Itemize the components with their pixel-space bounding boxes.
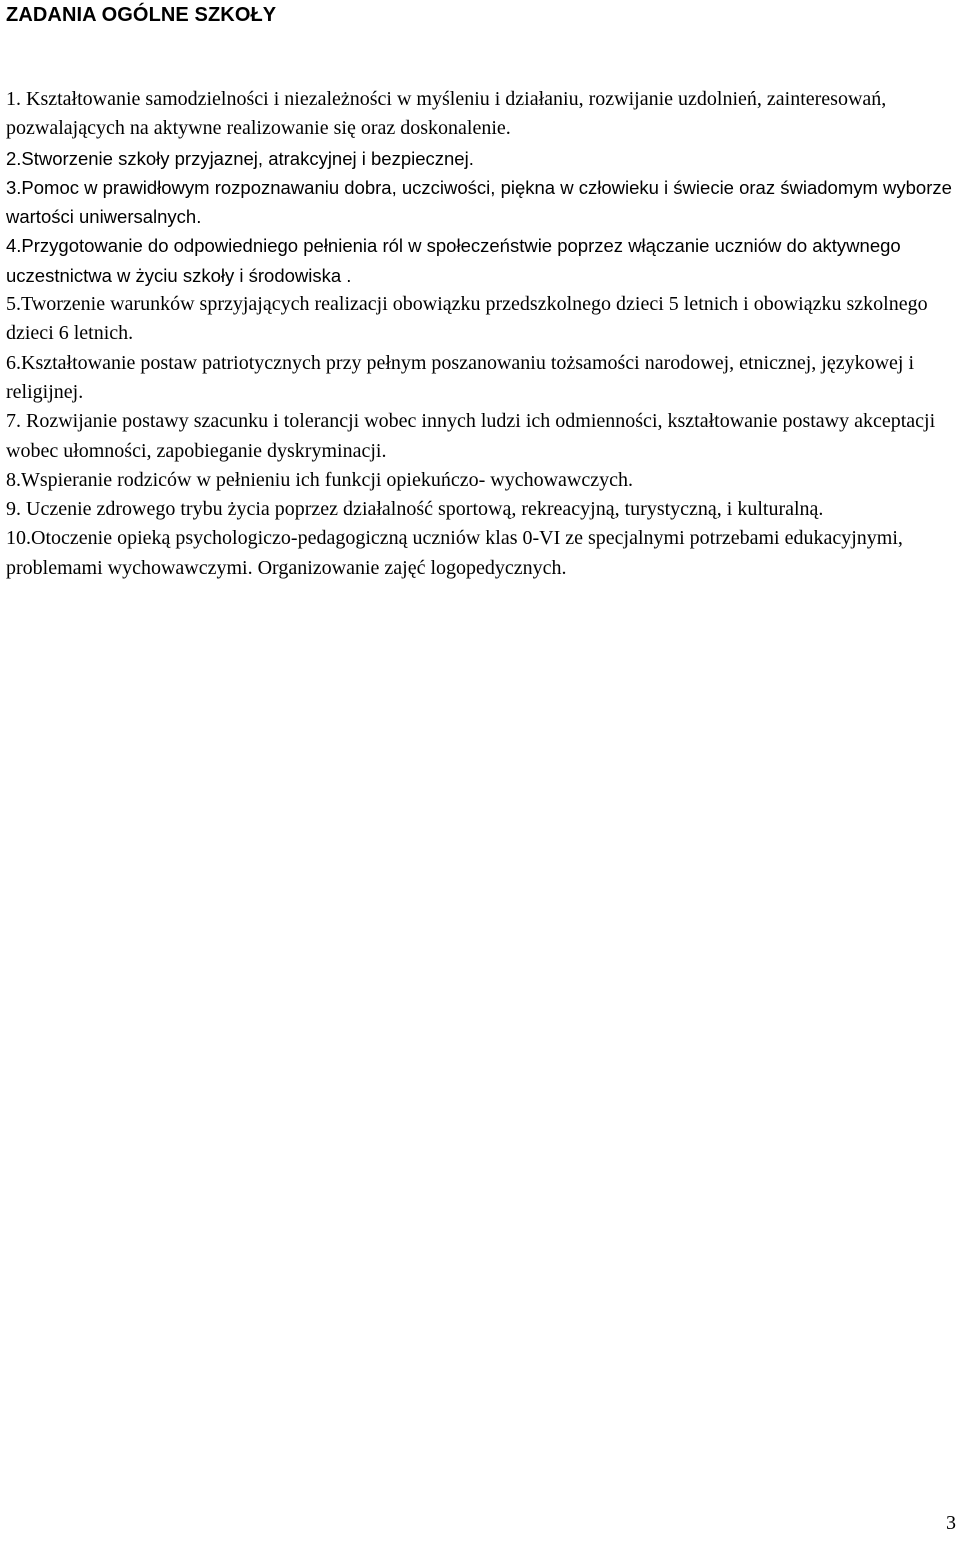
goal-item-7: 7. Rozwijanie postawy szacunku i tolerancji wobec innych ludzi ich odmienności, kształtowanie postawy akceptacji wobec ułomności, zapobieganie dyskryminacji.	[6, 410, 936, 462]
goal-item-5: 5.Tworzenie warunków sprzyjających realizacji obowiązku przedszkolnego dzieci 5 letnich i obowiązku szkolnego dzieci 6 letnich.	[6, 293, 928, 345]
goal-item-9: 9. Uczenie zdrowego trybu życia poprzez działalność sportową, rekreacyjną, turystyczną, i kulturalną.	[6, 498, 824, 521]
document-title: ZADANIA OGÓLNE SZKOŁY	[6, 4, 277, 26]
page-number: 3	[946, 1512, 956, 1534]
goal-item-3: 3.Pomoc w prawidłowym rozpoznawaniu dobra, uczciwości, piękna w człowieku i świecie oraz świadomym wyborze wartości uniwersalnych.	[6, 176, 952, 228]
goal-item-2: 2.Stworzenie szkoły przyjaznej, atrakcyjnej i bezpiecznej.	[6, 147, 474, 169]
school-goals-list	[6, 85, 956, 583]
goal-item-1: 1. Kształtowanie samodzielności i niezależności w myśleniu i działaniu, rozwijanie uzdolnień, zainteresowań, pozwalających na aktywne realizowanie się oraz doskonalenie.	[6, 88, 887, 140]
goal-item-4: 4.Przygotowanie do odpowiedniego pełnienia ról w społeczeństwie poprzez włączanie uczniów do aktywnego uczestnictwa w życiu szkoły i środowiska .	[6, 235, 901, 286]
goal-item-8: 8.Wspieranie rodziców w pełnieniu ich funkcji opiekuńczo- wychowawczych.	[6, 468, 633, 491]
goal-item-10: 10.Otoczenie opieką psychologiczo-pedagogiczną uczniów klas 0-VI ze specjalnymi potrzebami edukacyjnymi, problemami wychowawczymi. Organizowanie zajęć logopedycznych.	[6, 527, 903, 579]
goal-item-6: 6.Kształtowanie postaw patriotycznych przy pełnym poszanowaniu tożsamości narodowej, etnicznej, językowej i religijnej.	[6, 351, 915, 403]
